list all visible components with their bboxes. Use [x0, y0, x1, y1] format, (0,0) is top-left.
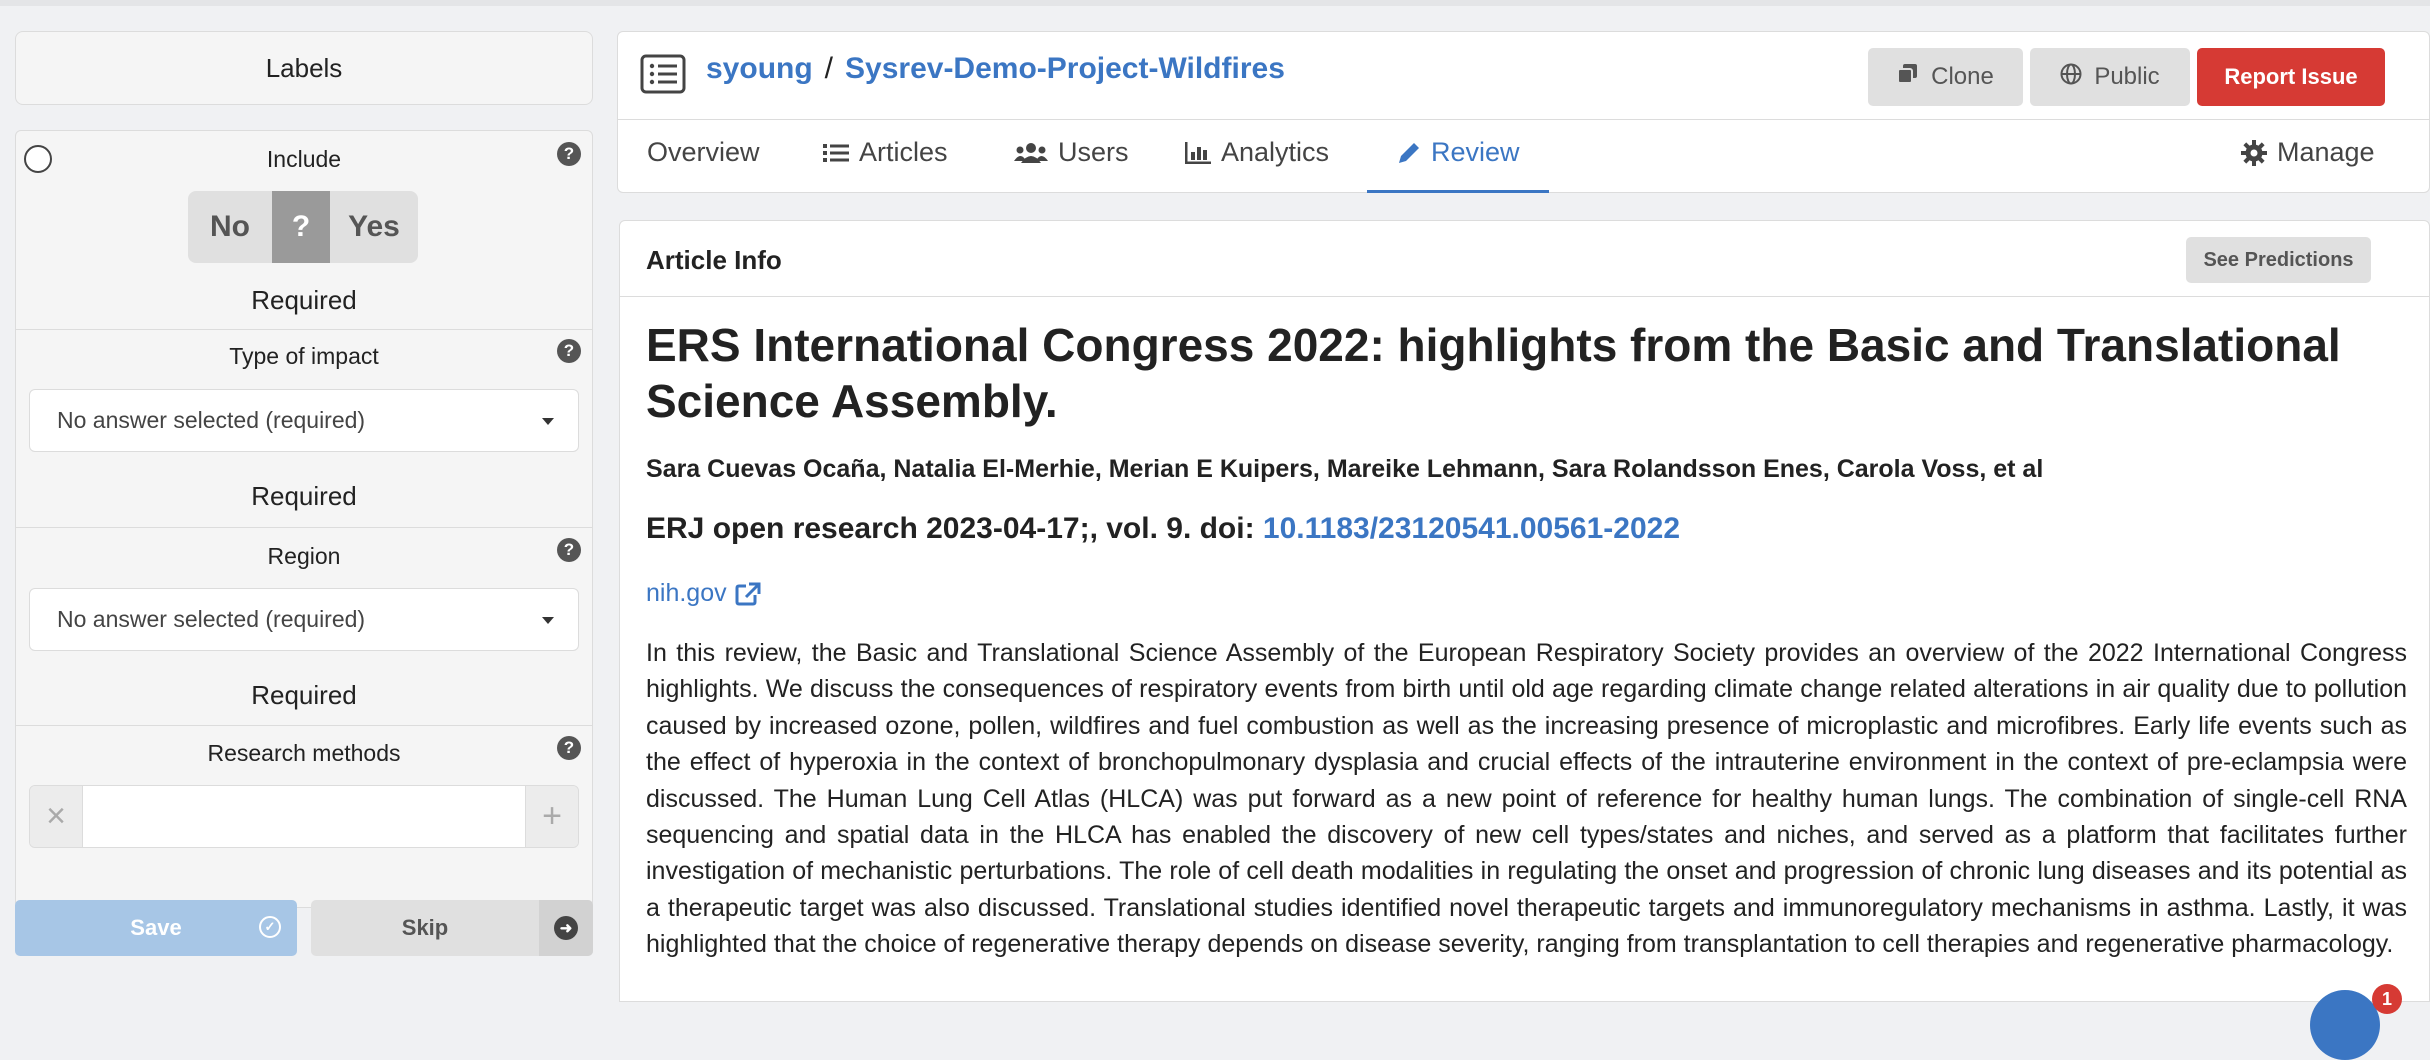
type-of-impact-section [16, 329, 592, 528]
tab-users-label: Users [1058, 137, 1129, 167]
copy-icon [1897, 63, 1919, 92]
breadcrumb [706, 52, 1285, 86]
tab-overview-label: Overview [647, 137, 760, 167]
source-link-label: nih.gov [646, 579, 727, 607]
project-header [617, 31, 2430, 193]
tabs-divider [618, 119, 2429, 120]
region-title: Region [267, 543, 341, 569]
region-required-text: Required [251, 680, 357, 710]
skip-button[interactable] [311, 900, 593, 956]
tab-analytics-label: Analytics [1221, 137, 1330, 167]
include-toggle [188, 191, 418, 263]
tab-review-label: Review [1431, 137, 1520, 167]
article-info-header [620, 221, 2430, 297]
type-of-impact-title: Type of impact [229, 343, 379, 369]
check-circle-icon: ✓ [259, 916, 281, 938]
report-issue-button[interactable]: Report Issue [2197, 48, 2385, 106]
help-icon[interactable]: ? [557, 142, 581, 166]
see-predictions-button[interactable]: See Predictions [2186, 237, 2371, 283]
include-section [16, 131, 592, 330]
type-of-impact-dropdown[interactable] [29, 389, 579, 452]
chat-bubble[interactable] [2310, 990, 2380, 1060]
gear-icon [2241, 140, 2267, 166]
tab-review[interactable] [1397, 137, 1520, 168]
help-icon[interactable]: ? [557, 538, 581, 562]
article-info-title: Article Info [646, 245, 782, 275]
include-title: Include [266, 146, 342, 172]
bar-chart-icon [1185, 142, 1211, 164]
tab-articles[interactable] [823, 137, 948, 168]
region-value: No answer selected (required) [57, 606, 366, 632]
tab-manage[interactable] [2241, 137, 2375, 168]
region-dropdown[interactable] [29, 588, 579, 651]
save-label: Save [130, 915, 182, 940]
help-icon[interactable]: ? [557, 339, 581, 363]
project-list-icon [640, 54, 686, 94]
external-link-icon [735, 582, 761, 606]
pencil-icon [1397, 141, 1421, 165]
chevron-down-icon [542, 418, 554, 425]
users-icon [1014, 141, 1048, 165]
include-no-button[interactable]: No [188, 191, 272, 263]
tab-users[interactable] [1014, 137, 1129, 168]
skip-label: Skip [401, 915, 449, 940]
tab-articles-label: Articles [859, 137, 948, 167]
type-of-impact-required-text: Required [251, 481, 357, 511]
breadcrumb-owner-link[interactable]: syoung [706, 52, 813, 85]
article-title: ERS International Congress 2022: highlights from the Basic and Translational Science Assembly. [646, 319, 2341, 427]
add-icon[interactable]: + [526, 786, 578, 847]
research-methods-input[interactable] [82, 786, 526, 847]
clone-label: Clone [1931, 63, 1994, 90]
tab-overview[interactable] [647, 137, 760, 168]
chevron-down-icon [542, 617, 554, 624]
public-label: Public [2094, 63, 2160, 90]
breadcrumb-project-link[interactable]: Sysrev-Demo-Project-Wildfires [845, 52, 1285, 85]
label-panel [15, 31, 593, 940]
remove-icon[interactable]: × [30, 786, 82, 847]
tab-manage-label: Manage [2277, 137, 2375, 167]
breadcrumb-separator: / [824, 52, 834, 85]
doi-link[interactable]: 10.1183/23120541.00561-2022 [1262, 512, 1681, 545]
labels-header: Labels [15, 31, 593, 105]
source-link[interactable] [646, 579, 761, 608]
include-unknown-button[interactable]: ? [272, 191, 330, 263]
region-section [16, 527, 592, 726]
notification-badge: 1 [2372, 984, 2402, 1014]
active-tab-indicator [1367, 190, 1549, 193]
journal-text: ERJ open research 2023-04-17;, vol. 9. doi: [646, 512, 1263, 545]
include-required-text: Required [251, 285, 357, 315]
labels-box [15, 130, 593, 908]
article-authors: Sara Cuevas Ocaña, Natalia El-Merhie, Merian E Kuipers, Mareike Lehmann, Sara Rolandsson Enes, Carola Voss, et al [646, 455, 2044, 483]
list-icon [823, 142, 849, 164]
include-yes-button[interactable]: Yes [330, 191, 418, 263]
research-methods-input-group [29, 785, 579, 848]
top-strip [0, 0, 2430, 6]
arrow-right-icon: ➜ [554, 916, 578, 940]
article-abstract: In this review, the Basic and Translational Science Assembly of the European Respiratory Society provides an overview of the 2022 International Congress highlights. We discuss the consequences of respiratory events from birth until old age regarding climate change related alterations in air quality due to pollution caused by increased ozone, pollen, wildfires and fuel combustion as well as the increasing presence of microplastic and microfibres. Early life events such as the effect of hyperoxia in the context of bronchopulmonary dysplasia and crucial effects of the intrauterine environment in the context of pre-eclampsia were discussed. The Human Lung Cell Atlas (HLCA) was put forward as a new point of reference for healthy human lungs. The combination of single-cell RNA sequencing and spatial data in the HLCA has enabled the discovery of new cell types/states and niches, and served as a platform that facilitates further investigation of mechanistic perturbations. The role of cell death modalities in regulating the onset and progression of chronic lung diseases and its potential as a therapeutic target was also discussed. Translational studies identified novel therapeutic targets and immunoregulatory mechanisms in asthma. Lastly, it was highlighted that the choice of regenerative therapy depends on disease severity, ranging from transplantation to cell therapies and regenerative pharmacology. [646, 639, 2407, 959]
article-info-panel [619, 220, 2430, 1002]
save-button[interactable] [15, 900, 297, 956]
clone-button[interactable] [1868, 48, 2023, 106]
research-methods-section [16, 725, 592, 865]
research-methods-title: Research methods [207, 740, 401, 766]
public-button[interactable] [2030, 48, 2190, 106]
help-icon[interactable]: ? [557, 736, 581, 760]
type-of-impact-value: No answer selected (required) [57, 407, 366, 433]
article-journal [646, 512, 1680, 546]
globe-icon [2060, 63, 2082, 92]
tab-analytics[interactable] [1185, 137, 1329, 168]
